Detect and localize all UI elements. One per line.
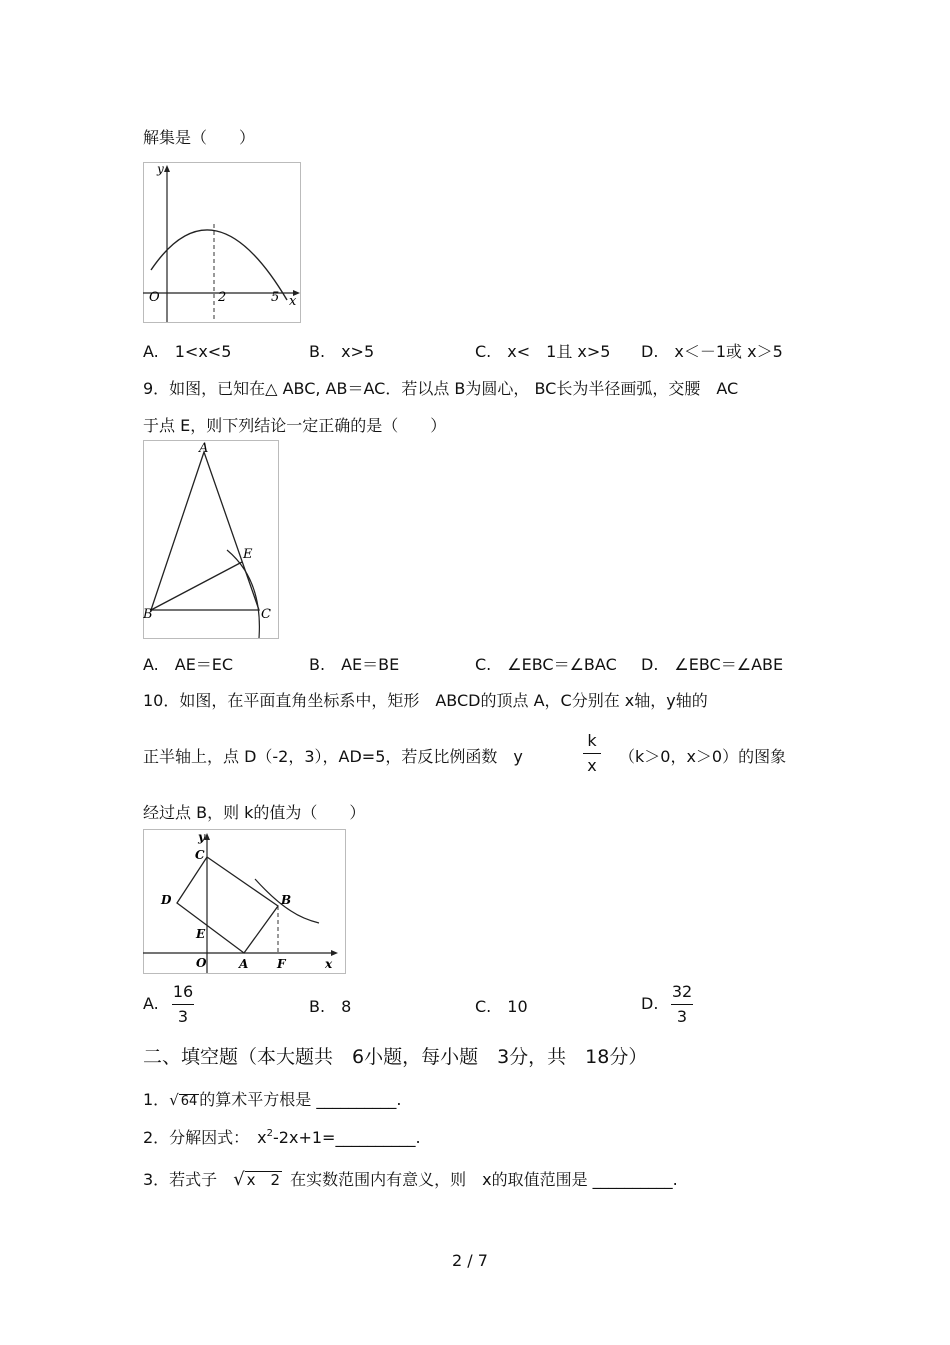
fraction-denominator: 3 xyxy=(177,1007,189,1026)
label-b: B xyxy=(143,607,153,622)
q10-stem-line3: 经过点 B，则 k的值为（ ） xyxy=(143,803,366,822)
fraction-numerator: k xyxy=(587,731,597,750)
q8-parabola-graph xyxy=(143,162,303,328)
label-b: B xyxy=(281,893,292,907)
q8-stem-tail: 解集是（ ） xyxy=(143,128,256,147)
q8-option-a[interactable]: A. 1<x<5 xyxy=(143,342,232,361)
q2-text-pre: 2．分解因式： x xyxy=(143,1128,267,1147)
label-y: y xyxy=(198,830,205,844)
q2-text-post: -2x+1=__________. xyxy=(273,1128,421,1147)
section-heading: 二、填空题（本大题共 6小题，每小题 3分，共 18分） xyxy=(143,1046,648,1068)
q9-triangle-figure xyxy=(143,440,281,644)
q10-function-fraction xyxy=(583,731,601,776)
sqrt-sign-icon: √ xyxy=(233,1169,245,1190)
fraction-denominator: 3 xyxy=(676,1007,688,1026)
fraction-numerator: 16 xyxy=(172,982,194,1001)
label-2: 2 xyxy=(218,290,227,305)
q10-stem-line2-pre: 正半轴上，点 D（-2，3），AD=5，若反比例函数 y xyxy=(143,747,523,766)
label-o: O xyxy=(149,290,160,305)
label-x: x xyxy=(289,294,297,309)
q10-option-d-label[interactable]: D. xyxy=(641,994,659,1013)
label-c: C xyxy=(261,607,271,622)
q3-radicand: x 2 xyxy=(246,1171,281,1189)
label-e: E xyxy=(243,547,253,562)
q3-text-post: 在实数范围内有意义，则 x的取值范围是 __________. xyxy=(290,1170,678,1189)
label-a: A xyxy=(199,441,209,456)
q9-option-d[interactable]: D. ∠EBC＝∠ABE xyxy=(641,655,784,674)
fill-question-3 xyxy=(143,1167,678,1190)
label-y: y xyxy=(157,162,164,176)
q10-rectangle-figure xyxy=(143,829,349,979)
triangle-abc xyxy=(151,452,259,610)
label-5: 5 xyxy=(271,290,280,305)
q8-option-d[interactable]: D. x＜－1或 x＞5 xyxy=(641,342,783,361)
rectangle-abcd xyxy=(177,857,278,953)
label-o: O xyxy=(196,956,207,970)
q9-option-b[interactable]: B. AE＝BE xyxy=(309,655,400,674)
sqrt-sign-icon: √ xyxy=(169,1091,179,1109)
q9-option-c[interactable]: C. ∠EBC＝∠BAC xyxy=(475,655,617,674)
q10-option-b[interactable]: B. 8 xyxy=(309,997,352,1016)
q10-option-d-fraction[interactable] xyxy=(671,982,693,1027)
fill-question-2 xyxy=(143,1125,421,1148)
q10-stem-line2-post: （k＞0，x＞0）的图象 xyxy=(619,747,787,766)
q1-radicand: 64 xyxy=(180,1094,198,1109)
q8-option-b[interactable]: B. x>5 xyxy=(309,342,375,361)
q10-stem-line1: 10．如图，在平面直角坐标系中，矩形 ABCD的顶点 A，C分别在 x轴，y轴的 xyxy=(143,691,708,710)
label-e: E xyxy=(196,927,206,941)
q3-text-pre: 3．若式子 xyxy=(143,1170,218,1189)
q10-option-a-fraction[interactable] xyxy=(172,982,194,1027)
q1-text: 的算术平方根是 __________. xyxy=(199,1090,402,1109)
q2-exponent: 2 xyxy=(266,1128,274,1139)
q10-option-a-label[interactable]: A. xyxy=(143,994,159,1013)
label-f: F xyxy=(277,957,286,971)
fraction-numerator: 32 xyxy=(671,982,693,1001)
page-number: 2 / 7 xyxy=(452,1251,488,1270)
fill-question-1 xyxy=(143,1087,401,1110)
label-c: C xyxy=(195,848,205,862)
q9-option-a[interactable]: A. AE＝EC xyxy=(143,655,234,674)
label-x: x xyxy=(325,957,333,971)
q1-number: 1． xyxy=(143,1090,170,1109)
label-a: A xyxy=(239,957,249,971)
q9-stem-line1: 9．如图，已知在△ ABC, AB＝AC．若以点 B为圆心， BC长为半径画弧，交腰 AC xyxy=(143,379,739,398)
q9-stem-line2: 于点 E，则下列结论一定正确的是（ ） xyxy=(143,416,447,435)
q10-option-c[interactable]: C. 10 xyxy=(475,997,528,1016)
q8-option-c[interactable]: C. x< 1且 x>5 xyxy=(475,342,611,361)
label-d: D xyxy=(161,893,172,907)
fraction-denominator: x xyxy=(587,756,597,775)
